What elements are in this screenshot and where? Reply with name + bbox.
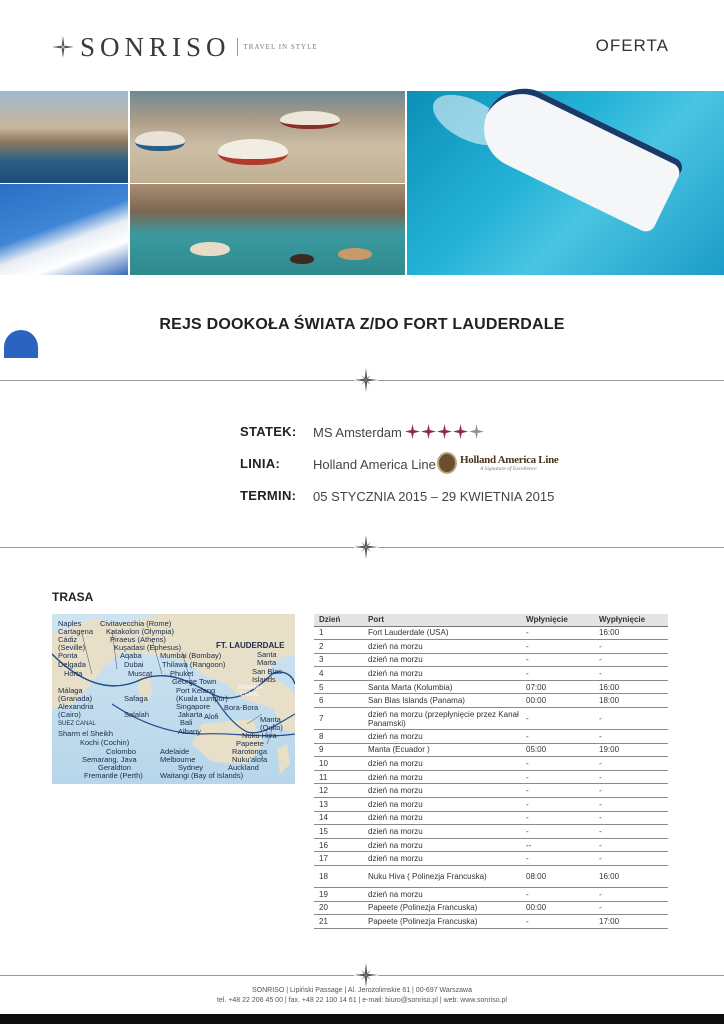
table-cell: dzień na morzu [363,667,521,681]
ship-rating [405,424,485,439]
route-label: TRASA [52,590,94,604]
map-label: Jakarta [178,710,203,719]
map-label: Adelaide [160,747,190,756]
table-cell: - [521,640,594,654]
table-cell: - [521,708,594,730]
map-label: Colombo [106,747,137,756]
map-label: Bali [180,718,193,727]
line-label: LINIA: [240,456,281,471]
table-row [314,694,668,708]
map-label: Geraldton [98,763,131,772]
table-cell: - [521,798,594,812]
table-cell: 16:00 [594,866,668,888]
map-label: George Town [172,677,217,686]
map-label: Santa [257,650,277,659]
table-row [314,784,668,798]
map-label: Phuket [170,669,194,678]
table-cell: 20 [314,901,363,915]
compass-star-icon [354,963,378,987]
map-label: Manta [260,715,281,724]
table-cell: 6 [314,694,363,708]
table-cell: 16:00 [594,680,668,694]
holland-america-logo [437,449,562,477]
map-label: Piraeus (Athens) [110,635,166,644]
table-cell: dzień na morzu (przepłynięcie przez Kanał Panamski) [363,708,521,730]
map-label: Sharm el Sheikh [58,729,114,738]
table-cell: 13 [314,798,363,812]
table-cell: 08:00 [521,866,594,888]
map-label: Delgada [58,660,86,669]
table-cell: - [521,653,594,667]
table-cell: - [594,730,668,744]
hal-logo-sub: A Signature of Excellence [480,466,537,472]
map-label: Mumbai (Bombay) [160,651,222,660]
map-label: CANAL [240,692,261,698]
term-value: 05 STYCZNIA 2015 – 29 KWIETNIA 2015 [313,489,555,504]
table-cell: dzień na morzu [363,811,521,825]
table-cell: 19 [314,888,363,902]
footer-address: SONRISO | Lipiński Passage | Al. Jerozolimskie 61 | 00-697 Warszawa [252,987,472,994]
table-cell: 05:00 [521,743,594,757]
hal-logo-name: Holland America Line [460,454,559,466]
table-row [314,757,668,771]
boat-shape [280,111,340,129]
map-label: Alofi [204,712,219,721]
table-cell: 14 [314,811,363,825]
table-cell: - [594,888,668,902]
map-label: Melbourne [160,755,196,764]
ship-label: STATEK: [240,424,297,439]
table-row [314,838,668,852]
table-cell: - [594,667,668,681]
table-cell: 15 [314,825,363,839]
map-label: Alexandria [58,702,94,711]
map-label: Cartagena [58,627,94,636]
table-cell: - [594,708,668,730]
table-cell: dzień na morzu [363,640,521,654]
venice-canal-photo [130,184,405,275]
table-cell: 10 [314,757,363,771]
table-row [314,730,668,744]
table-cell: dzień na morzu [363,888,521,902]
table-cell: Nuku Hiva ( Polinezja Francuska) [363,866,521,888]
table-cell: 17:00 [594,915,668,929]
table-cell: San Blas Islands (Panama) [363,694,521,708]
table-cell: 7 [314,708,363,730]
route-map [52,614,295,784]
table-cell: - [521,757,594,771]
table-cell: dzień na morzu [363,730,521,744]
table-cell: 21 [314,915,363,929]
table-cell: Manta (Ecuador ) [363,743,521,757]
map-label: Safaga [124,694,148,703]
table-cell: dzień na morzu [363,838,521,852]
table-cell: 1 [314,626,363,640]
column-header: Wpłynięcie [521,614,594,626]
table-cell: 16:00 [594,626,668,640]
table-cell: 5 [314,680,363,694]
map-label: (Quito) [260,723,283,732]
table-cell: 4 [314,667,363,681]
rating-star-icon [437,424,452,439]
column-header: Wypłynięcie [594,614,668,626]
table-cell: dzień na morzu [363,798,521,812]
table-cell: 12 [314,784,363,798]
hal-emblem-icon [437,452,457,474]
table-cell: - [594,770,668,784]
map-label: Bora-Bora [224,703,259,712]
boat-shape [135,131,185,151]
boat-shape [338,248,372,260]
fishing-boats-photo [130,91,405,183]
table-row [314,708,668,730]
rating-star-icon [421,424,436,439]
bottom-bar [0,1014,724,1024]
table-cell: - [594,640,668,654]
table-row [314,667,668,681]
map-label: Nuku'alofa [232,755,268,764]
rating-star-icon [453,424,468,439]
table-cell: - [594,852,668,866]
table-cell: Fort Lauderdale (USA) [363,626,521,640]
table-cell: dzień na morzu [363,825,521,839]
table-row [314,680,668,694]
table-cell: 19:00 [594,743,668,757]
map-label: (Granada) [58,694,93,703]
map-label: San Blas [252,667,283,676]
table-cell: - [594,757,668,771]
brand-tagline: TRAVEL IN STYLE [243,43,318,51]
page-header [0,0,724,90]
compass-star-icon [354,535,378,559]
table-cell: - [594,838,668,852]
term-label: TERMIN: [240,488,297,503]
table-cell: 00:00 [521,694,594,708]
logo-divider [237,38,238,56]
blue-dome [4,330,38,358]
map-label: (Seville) [58,643,86,652]
table-cell: - [521,825,594,839]
table-cell: 17 [314,852,363,866]
table-cell: -- [521,838,594,852]
table-cell: - [594,901,668,915]
map-label: Sydney [178,763,204,772]
table-row [314,653,668,667]
table-cell: dzień na morzu [363,784,521,798]
map-label: Singapore [176,702,211,711]
table-cell: dzień na morzu [363,852,521,866]
column-header: Dzień [314,614,363,626]
itinerary-table [314,614,668,929]
compass-star-icon [52,36,74,58]
table-cell: - [521,730,594,744]
map-label: PANAMA [238,685,263,691]
table-cell: 07:00 [521,680,594,694]
map-label: Fremantle (Perth) [84,771,143,780]
map-label: Málaga [58,686,83,695]
map-label: Ponta [58,651,78,660]
page-title: REJS DOOKOŁA ŚWIATA Z/DO FORT LAUDERDALE [159,316,565,333]
table-cell: - [521,784,594,798]
table-cell: 00:00 [521,901,594,915]
sonriso-logo [52,32,318,62]
table-cell: Papeete (Polinezja Francuska) [363,901,521,915]
table-row [314,825,668,839]
map-label: Dubai [124,660,144,669]
map-label: (Kuala Lumpur) [176,694,228,703]
document-type: OFERTA [595,36,669,55]
table-row [314,888,668,902]
map-label: FT. LAUDERDALE [216,641,285,650]
table-cell: - [521,915,594,929]
table-row [314,626,668,640]
table-cell: - [521,811,594,825]
table-row [314,743,668,757]
table-cell: 18 [314,866,363,888]
table-header-row [314,614,668,626]
map-label: Islands [252,675,276,684]
map-label: Auckland [228,763,259,772]
map-label: Aqaba [120,651,142,660]
table-cell: - [594,825,668,839]
map-label: Naples [58,619,82,628]
boat-shape [290,254,314,264]
boat-shape [190,242,230,256]
table-cell: - [521,770,594,784]
table-cell: - [594,811,668,825]
compass-star-icon [354,368,378,392]
table-row [314,901,668,915]
brand-name: SONRISO [80,31,231,62]
ship-value: MS Amsterdam [313,425,402,440]
map-label: (Cairo) [58,710,81,719]
table-row [314,811,668,825]
map-label: Horta [64,669,83,678]
map-label: Salalah [124,710,150,719]
rating-star-icon [469,424,484,439]
map-label: Papeete [236,739,264,748]
map-label: Rarotonga [232,747,268,756]
table-cell: Papeete (Polinezja Francuska) [363,915,521,929]
table-cell: 8 [314,730,363,744]
map-label: Katakolon (Olympia) [106,627,174,636]
table-cell: - [594,653,668,667]
table-cell: 3 [314,653,363,667]
map-label: Port Kelang [176,686,216,695]
map-label: Nuku Hiva [242,731,277,740]
map-label: Kuşadasi (Ephesus) [114,643,182,652]
map-label: Muscat [128,669,153,678]
column-header: Port [363,614,521,626]
table-cell: - [521,888,594,902]
table-cell: 16 [314,838,363,852]
map-label: Waitangi (Bay of Islands) [160,771,244,780]
table-cell: dzień na morzu [363,770,521,784]
table-cell: - [521,852,594,866]
table-cell: - [594,798,668,812]
table-row [314,798,668,812]
line-value: Holland America Line [313,457,436,472]
table-cell: - [594,784,668,798]
map-label: Albany [178,727,201,736]
harbor-photo [0,91,128,183]
map-label: Marta [257,658,277,667]
table-row [314,770,668,784]
footer-contact: tel. +48 22 206 45 00 | fax. +48 22 100 14 61 | e-mail: biuro@sonriso.pl | web: www.sonriso.pl [216,997,507,1004]
table-row [314,852,668,866]
table-cell: - [521,626,594,640]
map-label: SUEZ CANAL [58,721,96,727]
table-cell: 11 [314,770,363,784]
table-row [314,915,668,929]
table-cell: 2 [314,640,363,654]
map-label: Kochi (Cochin) [80,738,130,747]
map-label: Civitavecchia (Rome) [100,619,172,628]
table-cell: 9 [314,743,363,757]
table-cell: dzień na morzu [363,757,521,771]
map-label: Thilawa (Rangoon) [162,660,226,669]
rating-star-icon [405,424,420,439]
map-label: Semarang, Java [82,755,137,764]
table-row [314,640,668,654]
table-cell: dzień na morzu [363,653,521,667]
table-cell: - [521,667,594,681]
table-cell: 18:00 [594,694,668,708]
table-row [314,866,668,888]
santorini-photo [0,184,128,275]
map-label: Cádiz [58,635,78,644]
table-cell: Santa Marta (Kolumbia) [363,680,521,694]
boat-shape [218,139,288,165]
